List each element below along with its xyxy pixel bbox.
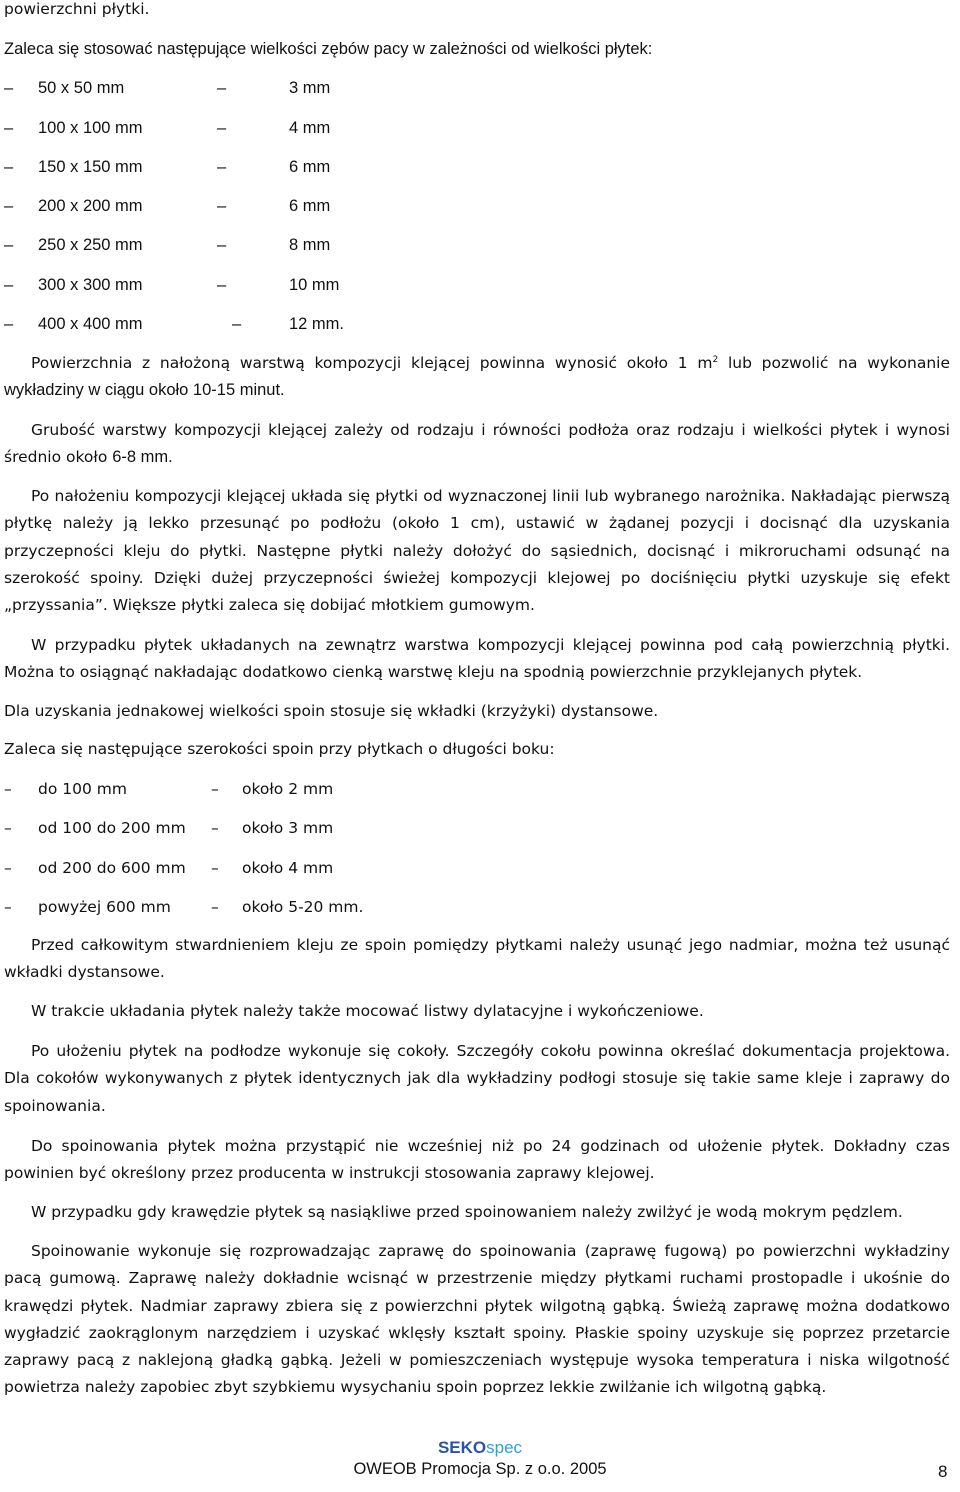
- paragraph-excess: Przed całkowitym stwardnieniem kleju ze spoin pomiędzy płytkami należy usunąć jego nadmiar, można też usunąć wkładki dystansowe.: [4, 936, 950, 982]
- paragraph-spacers: Dla uzyskania jednakowej wielkości spoin stosuje się wkładki (krzyżyki) dystansowe.: [4, 702, 659, 720]
- page-number: 8: [938, 1462, 948, 1481]
- trowel-intro: Zaleca się stosować następujące wielkości zębów pacy w zależności od wielkości płytek:: [4, 40, 653, 58]
- paragraph-absorbent: W przypadku gdy krawędzie płytek są nasiąkliwe przed spoinowaniem należy zwilżyć je wodą mokrym pędzlem.: [31, 1203, 903, 1221]
- paragraph-expansion: W trakcie układania płytek należy także mocować listwy dylatacyjne i wykończeniowe.: [31, 1002, 704, 1020]
- footer-company: OWEOB Promocja Sp. z o.o. 2005: [353, 1460, 607, 1478]
- top-line: powierzchni płytki.: [4, 0, 150, 18]
- paragraph-grout-time: Do spoinowania płytek można przystąpić nie wcześniej niż po 24 godzinach od ułożenie płytek. Dokładny czas powinien być określony przez producenta w instrukcji stosowania zaprawy klejowej.: [4, 1137, 950, 1183]
- joint-intro: Zaleca się następujące szerokości spoin przy płytkach o długości boku:: [4, 740, 555, 758]
- paragraph-outside: W przypadku płytek układanych na zewnątrz warstwa kompozycji klejącej powinna pod całą powierzchnią płytki. Można to osiągnąć nakładając dodatkowo cienką warstwę kleju na spodnią powierzchnie przyklejanych płytek.: [4, 636, 950, 682]
- paragraph-surface: Powierzchnia z nałożoną warstwą kompozycji klejącej powinna wynosić około 1 $m^2$ lub pozwolić na wykonanie wykładziny w ciągu około 10-15 minut.: [4, 354, 950, 400]
- paragraph-grouting: Spoinowanie wykonuje się rozprowadzając zaprawę do spoinowania (zaprawę fugową) po powierzchni wykładziny pacą gumową. Zaprawę należy dokładnie wcisnąć w przestrzenie między płytkami ruchami prostopadle i ukośnie do krawędzi płytek. Nadmiar zaprawy zbiera się z powierzchni płytek wilgotną gąbką. Świeżą zaprawę można dodatkowo wygładzić zaokrąglonym narzędziem i uzyskać wklęsły kształt spoiny. Płaskie spoiny uzyskuje się poprzez przetarcie zaprawy pacą z naklejoną gładką gąbką. Jeżeli w pomieszczeniach występuje wysoka temperatura i niska wilgotność powietrza należy zapobiec zbyt szybkiemu wysychaniu spoin poprzez lekkie zwilżanie ich wilgotną gąbką.: [4, 1242, 950, 1397]
- paragraph-skirting: Po ułożeniu płytek na podłodze wykonuje się cokoły. Szczegóły cokołu powinna określać dokumentacja projektowa. Dla cokołów wykonywanych z płytek identycznych jak dla wykładziny podłogi stosuje się takie same kleje i zaprawy do spoinowania.: [4, 1042, 950, 1115]
- paragraph-laying: Po nałożeniu kompozycji klejącej układa się płytki od wyznaczonej linii lub wybranego narożnika. Nakładając pierwszą płytkę należy ją lekko przesunąć po podłożu (około 1 cm), ustawić w żądanej pozycji i docisnąć dla uzyskania przyczepności kleju do płytki. Następne płytki należy dołożyć do sąsiednich, docisnąć i mikroruchami odsunąć na szerokość spoiny. Dzięki dużej przyczepności świeżej kompozycji klejowej po dociśnięciu płytki uzyskuje się efekt „przyssania”. Większe płytki zaleca się dobijać młotkiem gumowym.: [4, 487, 950, 615]
- paragraph-thickness: Grubość warstwy kompozycji klejącej zależy od rodzaju i równości podłoża oraz rodzaju i wielkości płytek i wynosi średnio około 6-8 mm.: [4, 421, 950, 467]
- footer-brand: SEKOspec: [437, 1438, 523, 1457]
- document-page: powierzchni płytki. Zaleca się stosować następujące wielkości zębów pacy w zależności od wielkości płytek: – 50 x 50 mm – 3 mm – 100 x 100 mm – 4 mm – 150 x 150 mm – 6 mm – 200 x 200 mm – 6 mm – 250 x 250 mm – 8 mm – 300 x 300 mm – 10 mm – 400 x 400 mm – 12 mm. Powierzchnia z nałożoną warstwą kompozycji klejącej powinna wynosić około 1 $m^2$ lub pozwolić na wykonanie wykładziny w ciągu około 10-15 minut. Grubość warstwy kompozycji klejącej zależy od rodzaju i równości podłoża oraz rodzaju i wielkości płytek i wynosi średnio około 6-8 mm. Po nałożeniu kompozycji klejącej układa się płytki od wyznaczonej linii lub wybranego narożnika. Nakładając pierwszą płytkę należy ją lekko przesunąć po podłożu (około 1 cm), ustawić w żądanej pozycji i docisnąć dla uzyskania przyczepności kleju do płytki. Następne płytki należy dołożyć do sąsiednich, docisnąć i mikroruchami odsunąć na szerokość spoiny. Dzięki dużej przyczepności świeżej kompozycji klejowej po dociśnięciu płytki uzyskuje się efekt „przyssania”. Większe płytki zaleca się dobijać młotkiem gumowym. W przypadku płytek układanych na zewnątrz warstwa kompozycji klejącej powinna pod całą powierzchnią płytki. Można to osiągnąć nakładając dodatkowo cienką warstwę kleju na spodnią powierzchnie przyklejanych płytek. Dla uzyskania jednakowej wielkości spoin stosuje się wkładki (krzyżyki) dystansowe. Zaleca się następujące szerokości spoin przy płytkach o długości boku: – do 100 mm – około 2 mm – od 100 do 200 mm – około 3 mm – od 200 do 600 mm – około 4 mm – powyżej 600 mm – około 5-20 mm. Przed całkowitym stwardnieniem kleju ze spoin pomiędzy płytkami należy usunąć jego nadmiar, można też usunąć wkładki dystansowe. W trakcie układania płytek należy także mocować listwy dylatacyjne i wykończeniowe. Po ułożeniu płytek na podłodze wykonuje się cokoły. Szczegóły cokołu powinna określać dokumentacja projektowa. Dla cokołów wykonywanych z płytek identycznych jak dla wykładziny podłogi stosuje się takie same kleje i zaprawy do spoinowania. Do spoinowania płytek można przystąpić nie wcześniej niż po 24 godzinach od ułożenie płytek. Dokładny czas powinien być określony przez producenta w instrukcji stosowania zaprawy klejowej. W przypadku gdy krawędzie płytek są nasiąkliwe przed spoinowaniem należy zwilżyć je wodą mokrym pędzlem. Spoinowanie wykonuje się rozprowadzając zaprawę do spoinowania (zaprawę fugową) po powierzchni wykładziny pacą gumową. Zaprawę należy dokładnie wcisnąć w przestrzenie między płytkami ruchami prostopadle i ukośnie do krawędzi płytek. Nadmiar zaprawy zbiera się z powierzchni płytek wilgotną gąbką. Świeżą zaprawę można dodatkowo wygładzić zaokrąglonym narzędziem i uzyskać wklęsły kształt spoiny. Płaskie spoiny uzyskuje się poprzez przetarcie zaprawy pacą z naklejoną gładką gąbką. Jeżeli w pomieszczeniach występuje wysoka temperatura i niska wilgotność powietrza należy zapobiec zbyt szybkiemu wysychaniu spoin poprzez lekkie zwilżanie ich wilgotną gąbką. SEKOspec OWEOB Promocja Sp. z o.o. 2005 8: [0, 0, 960, 1492]
